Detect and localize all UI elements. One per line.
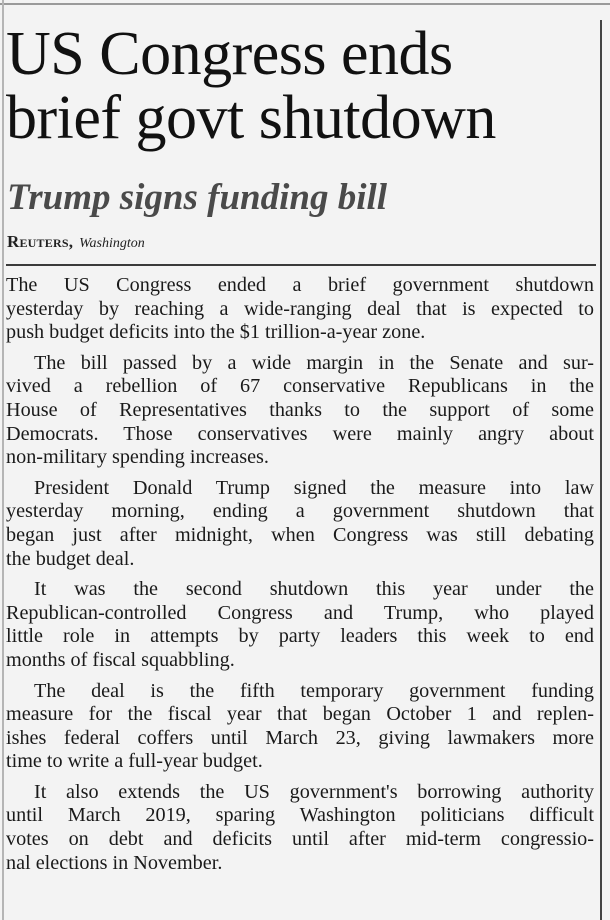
text-line: The deal is the fifth temporary government funding [34,679,594,702]
paragraph [6,477,594,571]
paragraph [6,352,594,470]
column-border-rule [600,20,602,920]
text-line: time to write a full-year budget. [6,750,263,773]
byline-agency: Reuters, [7,232,74,251]
headline [6,22,600,150]
text-line: until March 2019, sparing Washington politicians difficult [6,804,594,827]
text-line: vived a rebellion of 67 conservative Republicans in the [6,375,594,398]
text-line: yesterday by reaching a wide-ranging deal that is expected to [6,297,594,320]
text-line: The US Congress ended a brief government shutdown [6,274,594,296]
text-line: began just after midnight, when Congress was still debating [6,523,594,546]
text-line: President Donald Trump signed the measure into law [34,476,594,499]
headline-line: US Congress ends [6,20,453,88]
paragraph [6,781,594,875]
byline [7,232,145,254]
text-line: nal elections in November. [6,851,223,874]
text-line: Democrats. Those conservatives were mainly angry about [6,422,594,445]
paragraph [6,680,594,774]
text-line: House of Representatives thanks to the support of some [6,398,594,421]
text-line: Republican-controlled Congress and Trump, who played [6,601,594,624]
byline-divider [6,264,596,266]
paragraph [6,274,594,345]
text-line: measure for the fiscal year that began October 1 and replen- [6,703,594,726]
text-line: It also extends the US government's borrowing authority [34,780,594,803]
text-line: It was the second shutdown this year under the [34,578,594,601]
text-line: yesterday morning, ending a government shutdown that [6,500,594,523]
top-border-rule [0,3,610,5]
text-line: little role in attempts by party leaders this week to end [6,625,594,648]
text-line: ishes federal coffers until March 23, giving lawmakers more [6,726,594,749]
text-line: The bill passed by a wide margin in the Senate and sur- [34,351,594,374]
subheadline: Trump signs funding bill [7,177,388,218]
text-line: the budget deal. [6,547,135,570]
text-line: votes on debt and deficits until after mid-term congressio- [6,828,594,851]
left-border-rule [2,0,4,920]
text-line: push budget deficits into the $1 trillion-a-year zone. [6,321,426,344]
byline-location: Washington [79,236,145,251]
headline-line: brief govt shutdown [6,84,496,152]
paragraph [6,578,594,672]
text-line: months of fiscal squabbling. [6,648,235,671]
text-line: non-military spending increases. [6,446,269,469]
article-body [6,274,594,882]
